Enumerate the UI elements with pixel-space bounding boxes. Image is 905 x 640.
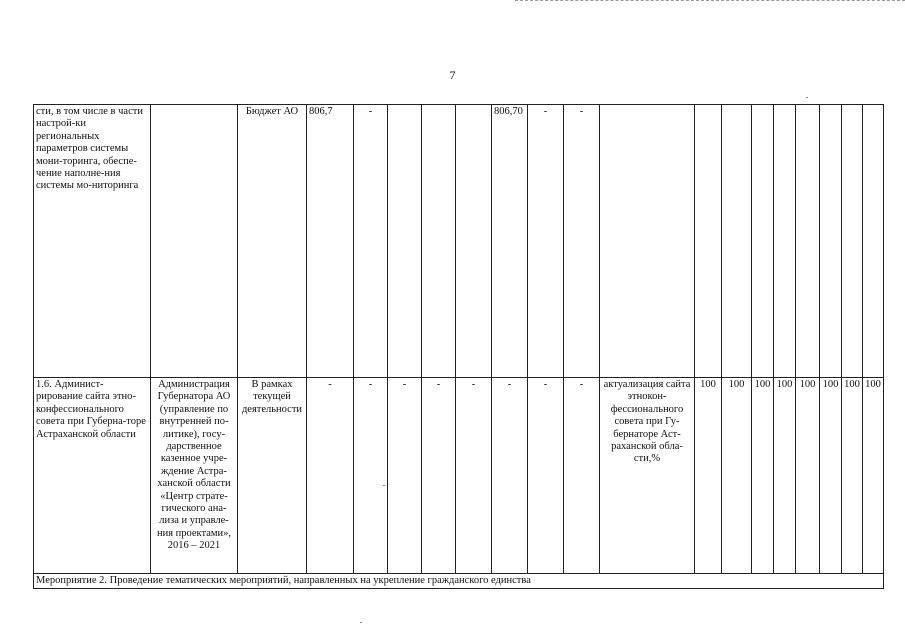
target-value: 100 [722,378,752,574]
scan-speck [360,622,362,623]
year-value: - [354,105,388,378]
year-value: - [564,105,600,378]
page-number: 7 [449,68,456,82]
target-value [820,105,842,378]
target-value [695,105,722,378]
year-value: - [528,105,564,378]
target-value: 100 [774,378,796,574]
activity-name: 1.6. Админист-рирование сайта этно-конфессионального совета при Губерна-торе Астраханской области [34,378,151,574]
target-value: 100 [842,378,863,574]
year-value: - [564,378,600,574]
target-value: 100 [820,378,842,574]
activity-name: сти, в том числе в части настрой-ки региональных параметров системы мони-торинга, обеспе-чение наполне-ния системы мо-ниторинга [34,105,151,378]
target-value: 100 [752,378,774,574]
target-value: 100 [863,378,884,574]
table-row [34,574,884,589]
total-amount: - [307,378,354,574]
table-row [34,378,884,574]
target-value [863,105,884,378]
program-table [33,104,884,589]
target-value [722,105,752,378]
year-value: - [354,378,388,574]
total-amount: 806,7 [307,105,354,378]
executor-cell [151,105,238,378]
funding-source: Бюджет АО [238,105,307,378]
year-value: - [422,378,456,574]
scan-top-line [515,0,905,3]
indicator-name: актуализация сайта этнокон-фессионального совета при Гу-бернаторе Аст-раханской обла-сти,% [600,378,695,574]
target-value [774,105,796,378]
target-value [796,105,820,378]
year-value: - [388,378,422,574]
year-value: 806,70 [492,105,528,378]
funding-source: В рамках текущей деятельности [238,378,307,574]
year-value: - [528,378,564,574]
year-value: - [492,378,528,574]
year-value [422,105,456,378]
scan-speck [806,97,808,98]
year-value: - [456,378,492,574]
year-value [456,105,492,378]
target-value [752,105,774,378]
target-value: 100 [695,378,722,574]
executor-cell: Администрация Губернатора АО (управление по внутренней по-литике), госу-дарственное казенное учре-ждение Астра-ханской области «Центр страте-гического ана-лиза и управле-ния проектами», 2016 – 2021 [151,378,238,574]
scan-speck [383,485,385,486]
indicator-name [600,105,695,378]
year-value [388,105,422,378]
table-row [34,105,884,378]
section-heading: Мероприятие 2. Проведение тематических мероприятий, направленных на укрепление гражданского единства [34,574,884,589]
target-value [842,105,863,378]
target-value: 100 [796,378,820,574]
